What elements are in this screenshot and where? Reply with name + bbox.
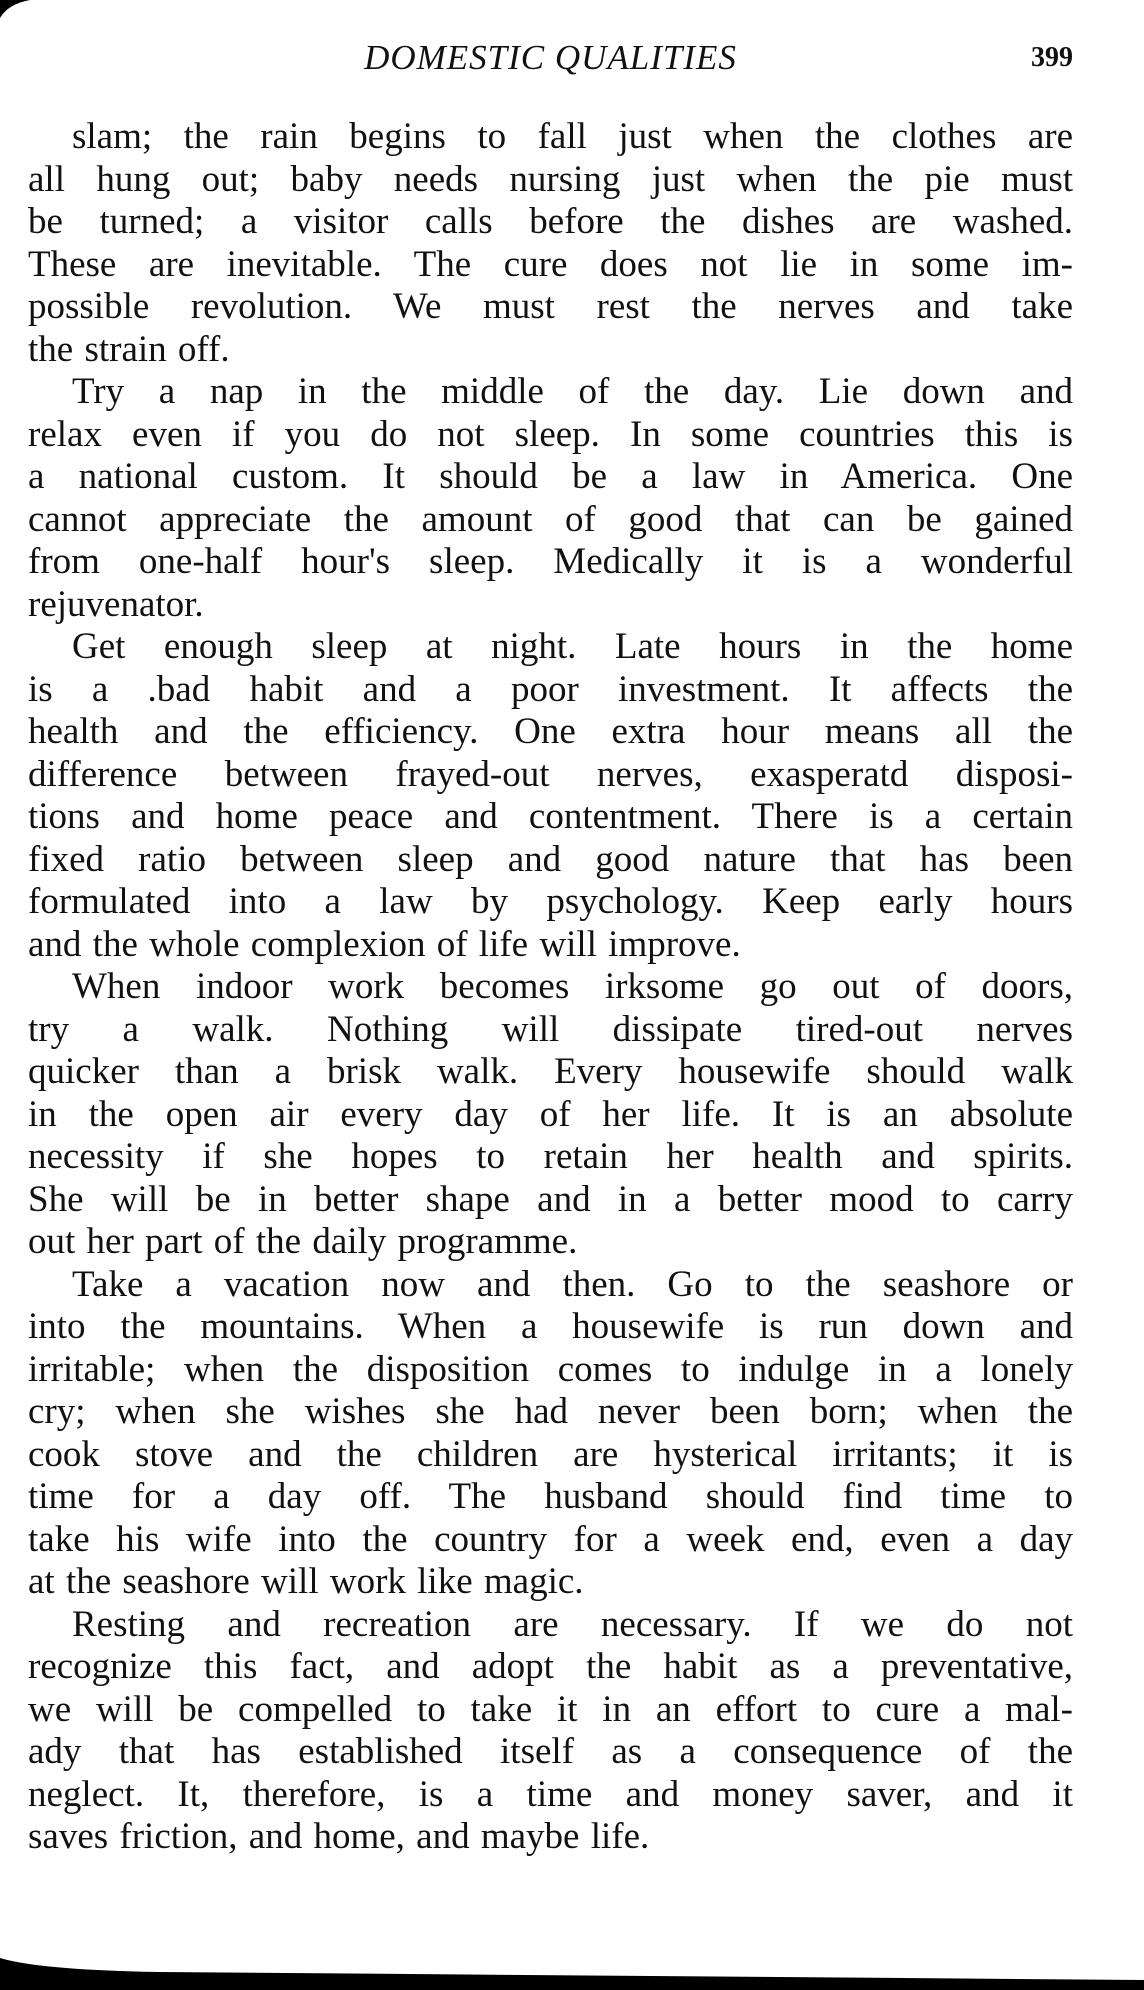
text-line: Try a nap in the middle of the day. Lie down and bbox=[72, 371, 1073, 412]
text-line: from one-half hour's sleep. Medically it is a wonderful bbox=[28, 541, 1073, 582]
paragraph bbox=[28, 966, 1073, 1264]
text-line: health and the efficiency. One extra hour means all the bbox=[28, 711, 1073, 752]
page-header bbox=[28, 38, 1073, 82]
text-line: Take a vacation now and then. Go to the seashore or bbox=[72, 1263, 1073, 1305]
text-line: into the mountains. When a housewife is run down and bbox=[28, 1306, 1073, 1347]
text-line: take his wife into the country for a week end, even a day bbox=[28, 1518, 1073, 1560]
paragraph bbox=[28, 626, 1073, 966]
page-bottom-edge-shadow bbox=[0, 1930, 1144, 1990]
text-line: neglect. It, therefore, is a time and money saver, and it bbox=[28, 1773, 1073, 1815]
text-line: possible revolution. We must rest the nerves and take bbox=[28, 286, 1073, 327]
text-line: She will be in better shape and in a better mood to carry bbox=[28, 1178, 1073, 1220]
running-title: DOMESTIC QUALITIES bbox=[364, 38, 737, 77]
text-line: slam; the rain begins to fall just when the clothes are bbox=[72, 116, 1073, 157]
text-line: we will be compelled to take it in an effort to cure a mal- bbox=[28, 1688, 1073, 1730]
text-line: formulated into a law by psychology. Keep early hours bbox=[28, 881, 1073, 922]
text-line: try a walk. Nothing will dissipate tired-out nerves bbox=[28, 1008, 1073, 1050]
text-line: quicker than a brisk walk. Every housewife should walk bbox=[28, 1051, 1073, 1092]
text-line: cook stove and the children are hysterical irritants; it is bbox=[28, 1433, 1073, 1475]
text-line: These are inevitable. The cure does not lie in some im- bbox=[28, 243, 1073, 285]
paragraph bbox=[28, 1264, 1073, 1604]
text-line: a national custom. It should be a law in America. One bbox=[28, 456, 1073, 497]
text-line: relax even if you do not sleep. In some countries this is bbox=[28, 413, 1073, 455]
text-line: Resting and recreation are necessary. If we do not bbox=[72, 1603, 1073, 1645]
text-line: cannot appreciate the amount of good that can be gained bbox=[28, 498, 1073, 540]
text-line: out her part of the daily programme. bbox=[28, 1221, 578, 1262]
text-line: the strain off. bbox=[28, 328, 230, 370]
text-line: saves friction, and home, and maybe life. bbox=[28, 1816, 650, 1857]
text-line: and the whole complexion of life will improve. bbox=[28, 923, 741, 965]
text-line: Get enough sleep at night. Late hours in the home bbox=[72, 626, 1073, 667]
text-line: time for a day off. The husband should find time to bbox=[28, 1476, 1073, 1517]
text-line: in the open air every day of her life. It is an absolute bbox=[28, 1093, 1073, 1135]
text-line: be turned; a visitor calls before the dishes are washed. bbox=[28, 201, 1073, 242]
text-line: ady that has established itself as a consequence of the bbox=[28, 1731, 1073, 1772]
page-body bbox=[28, 116, 1073, 1859]
paragraph bbox=[28, 116, 1073, 371]
page-number: 399 bbox=[1031, 42, 1073, 73]
text-line: tions and home peace and contentment. There is a certain bbox=[28, 796, 1073, 837]
text-line: at the seashore will work like magic. bbox=[28, 1561, 584, 1602]
text-line: is a .bad habit and a poor investment. It affects the bbox=[28, 668, 1073, 710]
paragraph bbox=[28, 371, 1073, 626]
paragraph bbox=[28, 1604, 1073, 1859]
text-line: irritable; when the disposition comes to indulge in a lonely bbox=[28, 1348, 1073, 1390]
text-line: recognize this fact, and adopt the habit as a preventative, bbox=[28, 1646, 1073, 1687]
page-corner-shadow bbox=[0, 0, 30, 20]
text-line: necessity if she hopes to retain her health and spirits. bbox=[28, 1136, 1073, 1177]
text-line: fixed ratio between sleep and good nature that has been bbox=[28, 838, 1073, 880]
text-line: When indoor work becomes irksome go out of doors, bbox=[72, 966, 1073, 1007]
text-line: rejuvenator. bbox=[28, 583, 204, 625]
text-line: all hung out; baby needs nursing just when the pie must bbox=[28, 158, 1073, 200]
text-line: cry; when she wishes she had never been born; when the bbox=[28, 1391, 1073, 1432]
text-line: difference between frayed-out nerves, exasperatd disposi- bbox=[28, 753, 1073, 795]
